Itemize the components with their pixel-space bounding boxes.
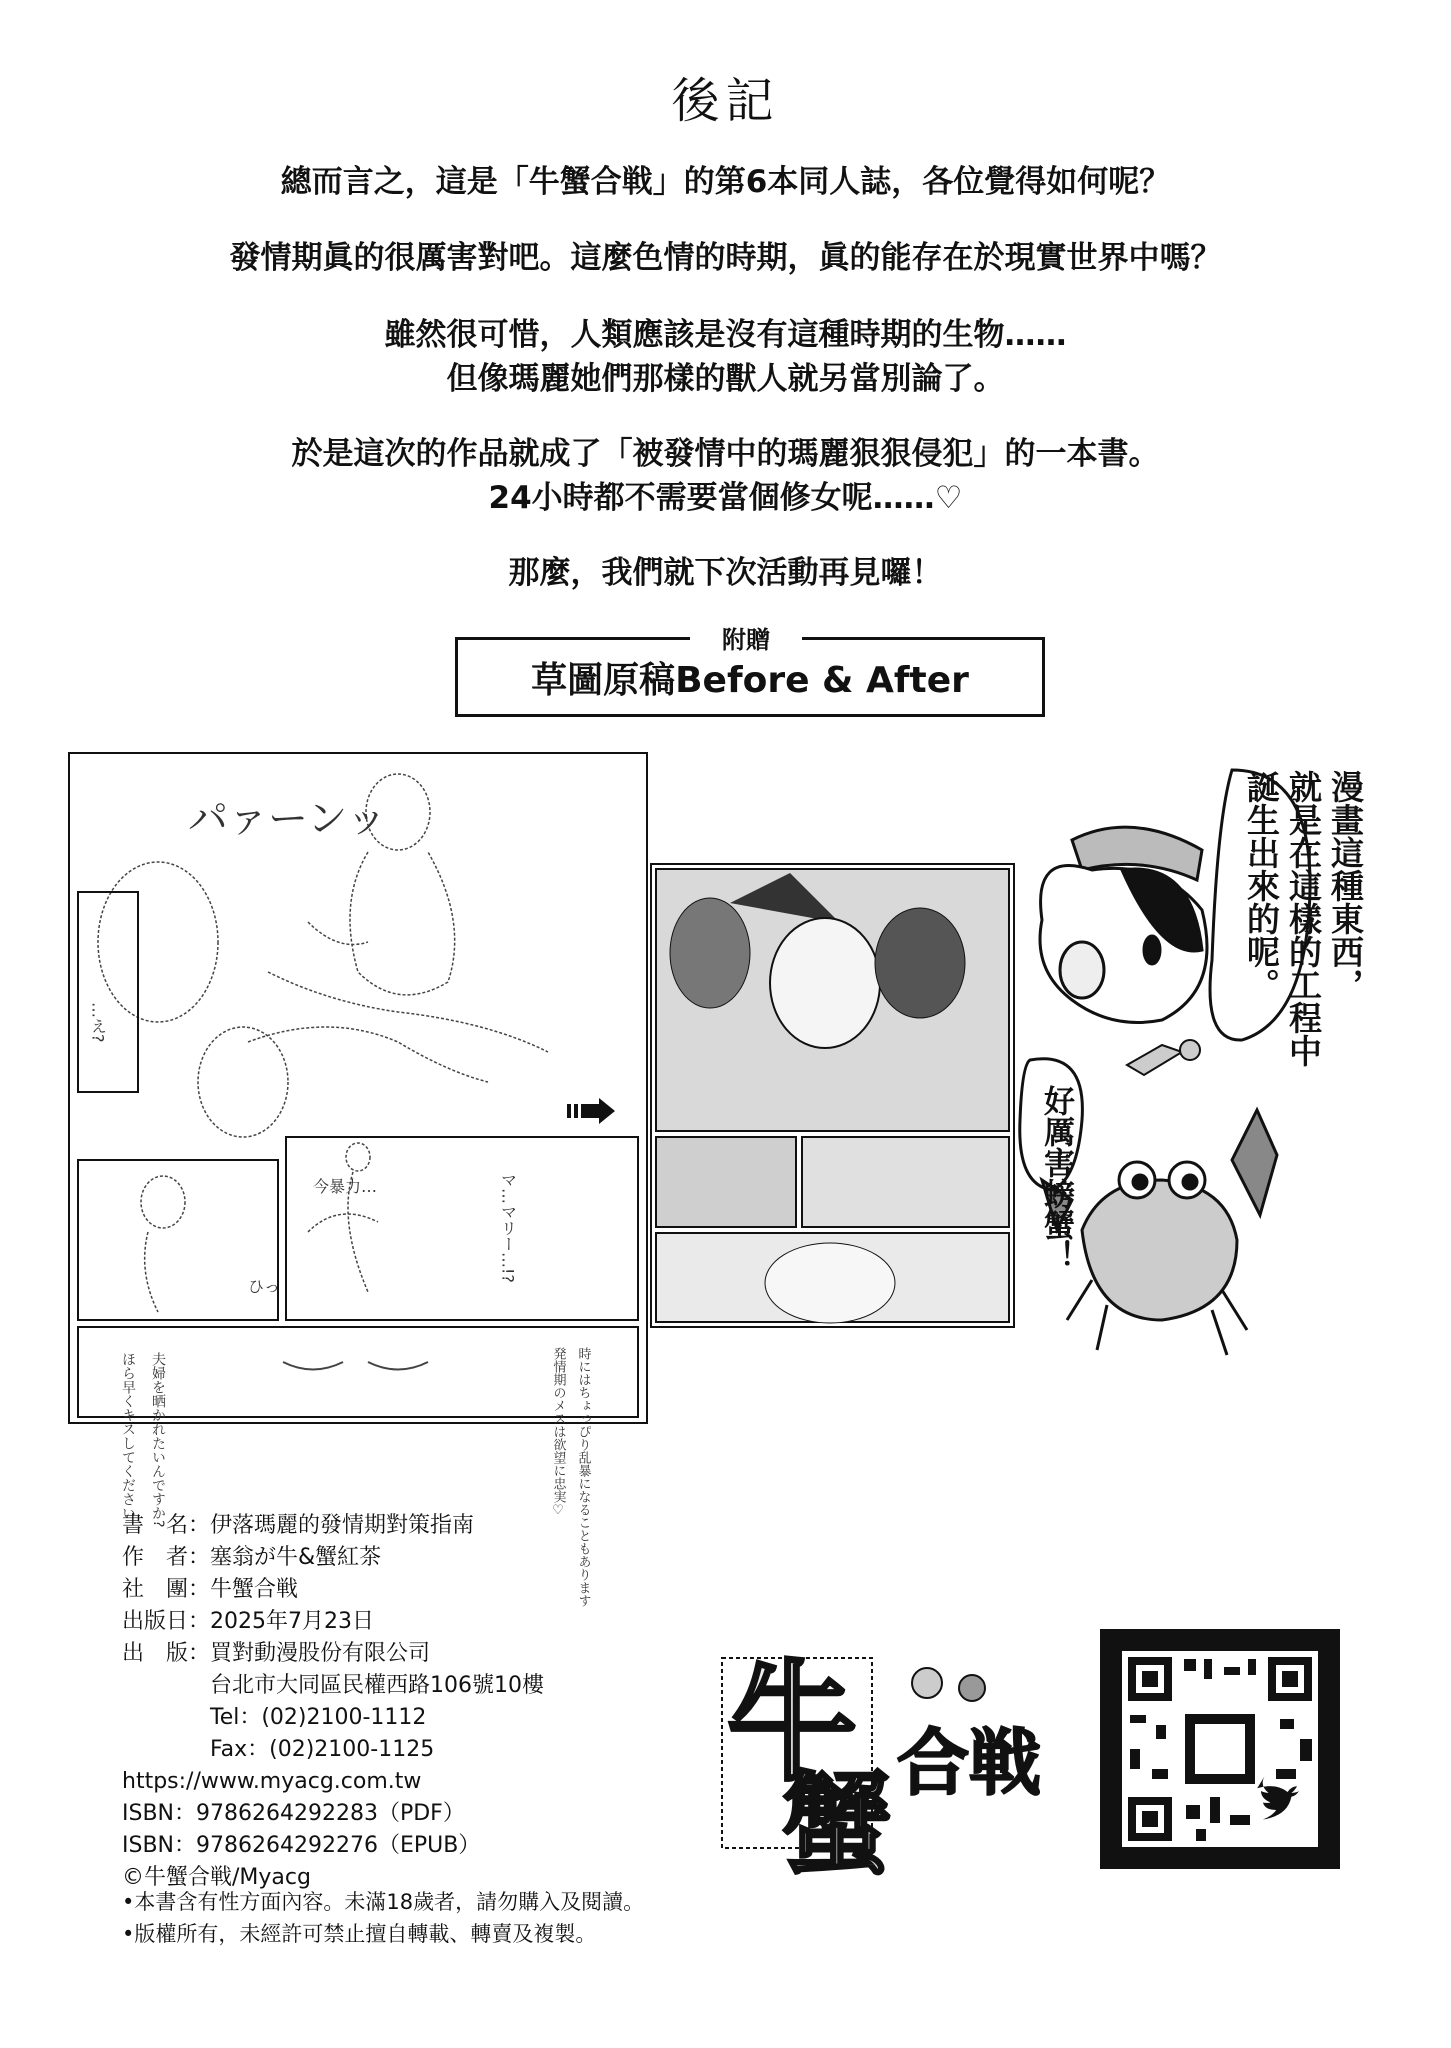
afterword-line: 雖然很可惜，人類應該是沒有這種時期的生物…… [384,317,1067,353]
colophon-line: Tel：(02)2100-1112 [122,1705,427,1730]
colophon-line: ©牛蟹合戦/Myacg [122,1865,311,1890]
colophon-line: 出 版：買對動漫股份有限公司 [122,1641,431,1666]
legal-note: •版權所有，未經許可禁止擅自轉載、轉賣及複製。 [122,1922,597,1946]
sketch-dialogue: 今暴力… [313,1177,378,1196]
cow-speech-line: 誕生出來的呢。 [1242,770,1281,1001]
right-arrow-icon [567,1096,617,1126]
colophon-line: 出版日：2025年7月23日 [122,1609,374,1634]
sketch-dialogue: ひっ [248,1277,281,1296]
afterword-title: 後記 [671,73,780,129]
sketch-dialogue: …え? [88,1002,108,1043]
logo-char-1: 牛 [727,1647,858,1799]
afterword-line: 發情期眞的很厲害對吧。這麼色情的時期，眞的能存在於現實世界中嗎？ [229,240,1222,276]
colophon-line: ISBN：9786264292276（EPUB） [122,1833,481,1858]
crab-speech-bubble: 好厲害螃蟹！ [1038,1085,1074,1271]
sketch-sfx: パァーンッ [188,796,387,842]
logo-char-3: 合戦 [897,1721,1042,1805]
qr-code [1100,1629,1340,1869]
gift-title: 草圖原稿Before & After [531,659,969,701]
afterword-line: 總而言之，這是「牛蟹合戦」的第6本同人誌，各位覺得如何呢？ [280,164,1171,200]
qr-code-graphic [1100,1629,1340,1869]
colophon-line: 書 名：伊落瑪麗的發情期對策指南 [122,1513,475,1538]
afterword-paragraph-1 [0,160,1451,204]
afterword-line: 於是這次的作品就成了「被發情中的瑪麗狠狠侵犯」的一本書。 [291,436,1160,472]
circle-logo [702,1628,1072,1889]
afterword-paragraph-3 [0,313,1451,401]
gift-label: 附贈 [690,620,802,655]
afterword-line: 但像瑪麗她們那樣的獸人就另當別論了。 [446,361,1005,397]
sketch-dialogue: 発情期のメスは欲望に忠実♡ [550,1347,566,1518]
colophon-line: 台北市大同區民權西路106號10樓 [122,1673,544,1698]
colophon-line: 作 者：塞翁が牛&蟹紅茶 [122,1545,382,1570]
sketch-dialogue: 夫婦を晒かれたいんですか? [150,1352,166,1528]
afterword-line: 24小時都不需要當個修女呢……♡ [488,480,963,516]
colophon-line: 社 團：牛蟹合戦 [122,1577,299,1602]
logo-char-2: 蟹 [782,1761,892,1889]
finished-manga-page [650,863,1015,1328]
cow-speech-bubble [1240,770,1366,1067]
colophon [122,1510,544,1894]
colophon-line: Fax：(02)2100-1125 [122,1737,435,1762]
afterword-paragraph-2 [0,236,1451,280]
colophon-line: ISBN：9786264292283（PDF） [122,1801,465,1826]
cow-speech-line: 就是在這樣的工程中 [1284,770,1323,1067]
sketch-dialogue: 時にはちょっぴり乱暴になることもあります [575,1347,591,1607]
afterword-paragraph-5 [0,551,1451,595]
sketch-dialogue: マ…マリー…!? [498,1172,518,1283]
sketch-dialogue: ほら早くキスしてください [120,1352,136,1520]
afterword-line: 那麼，我們就下次活動再見囉！ [508,555,943,591]
colophon-url: https://www.myacg.com.tw [122,1769,422,1794]
afterword-paragraph-4 [0,432,1451,520]
legal-notes [122,1886,644,1950]
cow-speech-line: 漫畫這種東西， [1326,770,1365,1001]
legal-note: •本書含有性方面內容。未滿18歲者，請勿購入及閱讀。 [122,1890,645,1914]
